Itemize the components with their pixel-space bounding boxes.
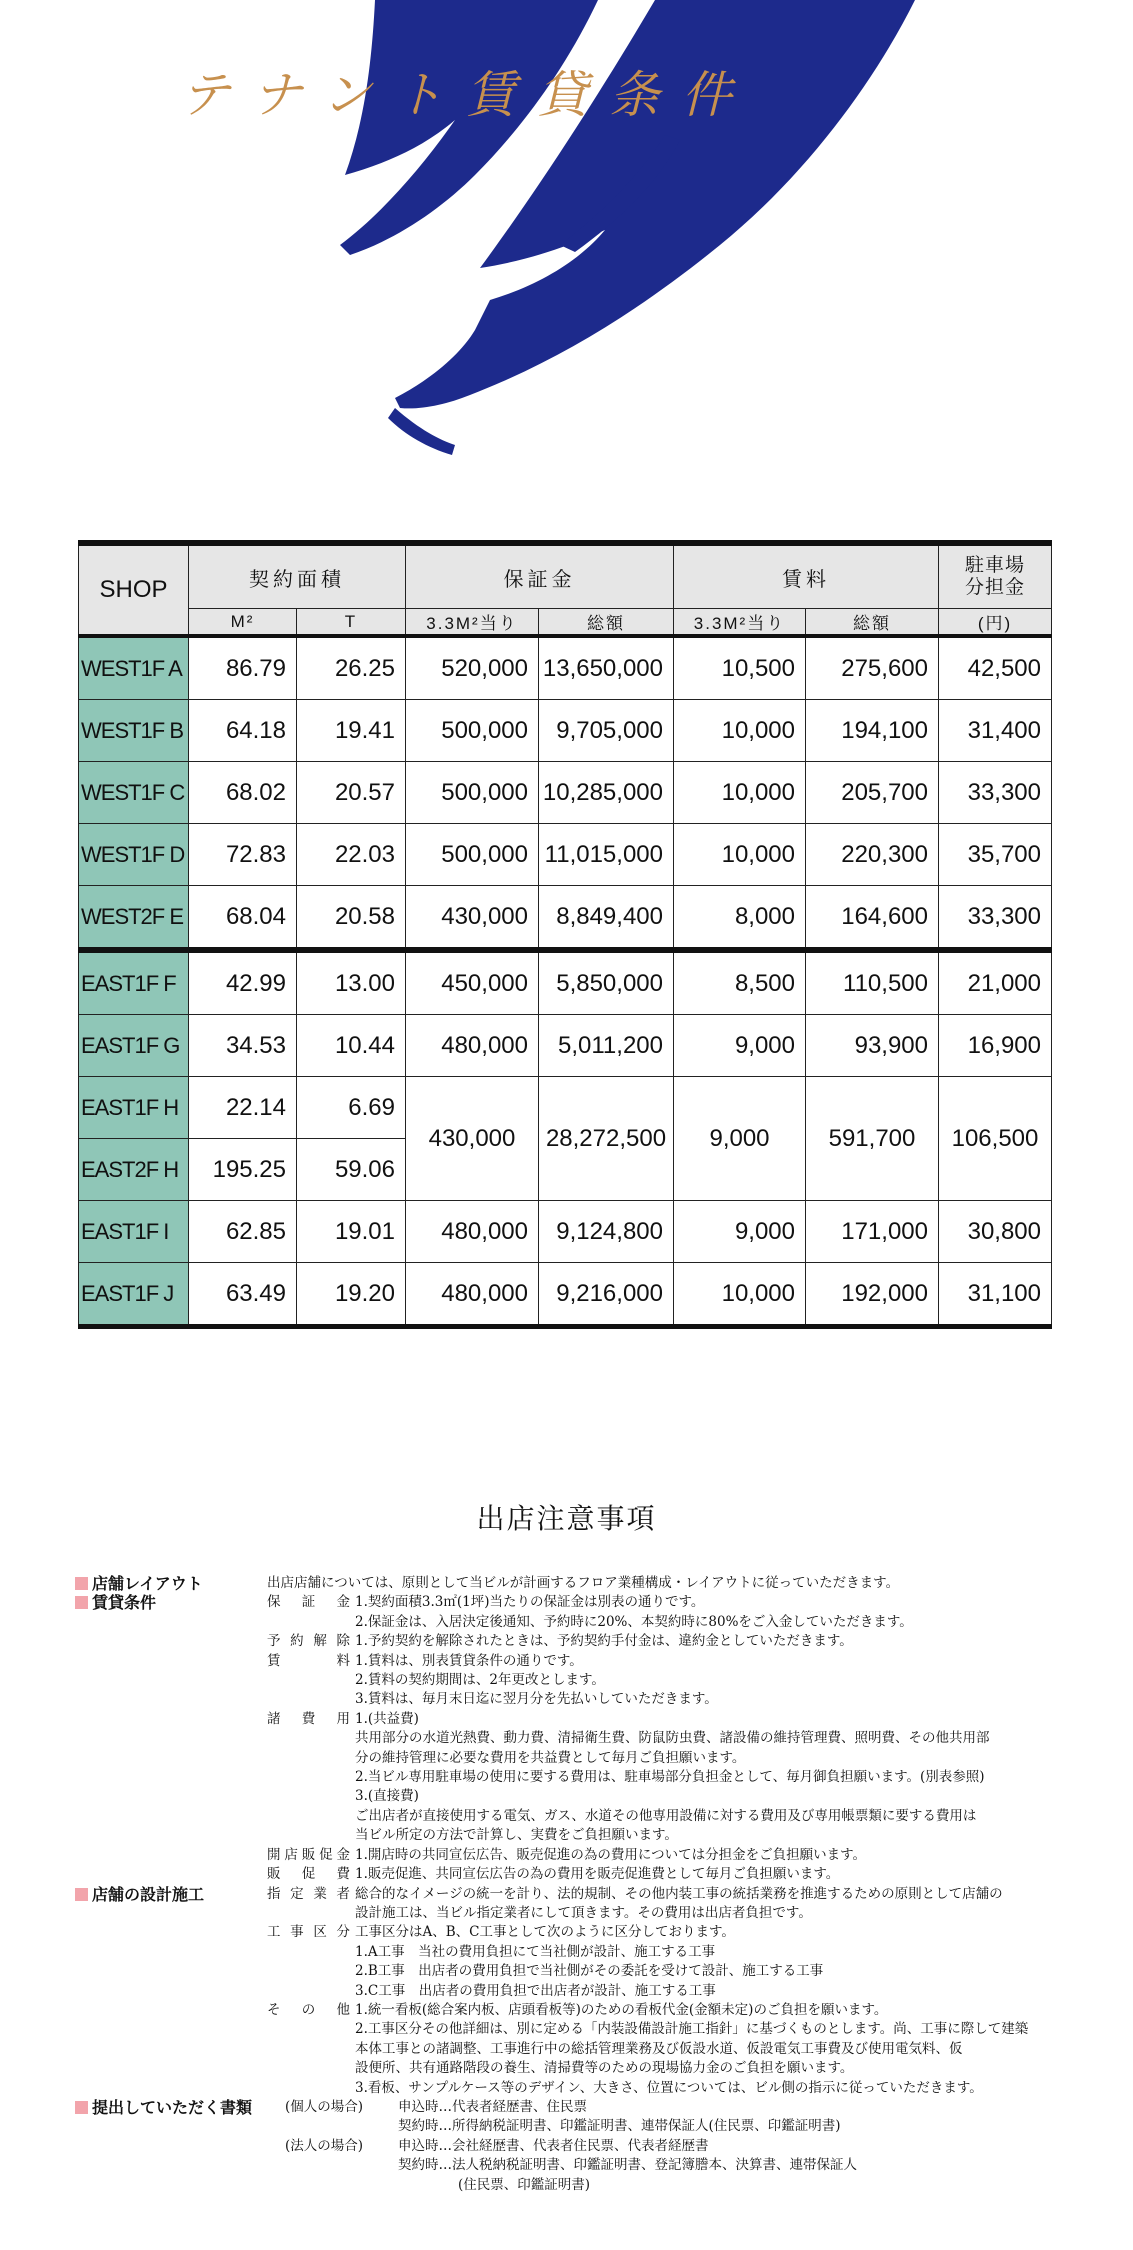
area-t-cell: 20.57	[297, 762, 406, 824]
item-label: 工事区分	[267, 1924, 350, 1941]
heading-text: 提出していただく書類	[92, 2097, 253, 2117]
note-line: 分の維持管理に必要な費用を共益費として毎月ご負担願います。	[355, 1749, 746, 1766]
area-m2-cell: 22.14	[189, 1077, 297, 1139]
section-heading	[75, 2098, 252, 2117]
item-label: 諸費用	[267, 1710, 350, 1727]
note-line: 契約時…法人税納税証明書、印鑑証明書、登記簿謄本、決算書、連帯保証人	[398, 2157, 857, 2174]
note-line: 本体工事との諸調整、工事進行中の総括管理業務及び仮設水道、仮設電気工事費及び使用電気料、仮	[355, 2040, 963, 2057]
section-lease-conditions	[75, 1593, 1075, 1884]
subheader-rent-per: 3.3M²当り	[674, 609, 806, 637]
area-t-cell: 13.00	[297, 950, 406, 1015]
rent-per-cell: 10,000	[674, 762, 806, 824]
page-title: テナント賃貸条件	[180, 66, 754, 124]
col-header-parking	[939, 543, 1052, 609]
deposit-per-cell: 500,000	[406, 824, 539, 886]
rent-conditions-table	[78, 540, 1052, 1329]
area-m2-cell: 64.18	[189, 700, 297, 762]
note-line: 当ビル所定の方法で計算し、実費をご負担願います。	[355, 1827, 678, 1844]
table-row	[79, 700, 1052, 762]
note-line: 出店店舗については、原則として当ビルが計画するフロア業種構成・レイアウトに従っていただきます。	[267, 1575, 900, 1591]
deposit-per-cell: 480,000	[406, 1015, 539, 1077]
note-line: 1.販売促進、共同宣伝広告の為の費用を販売促進費として毎月ご負担願います。	[355, 1866, 840, 1883]
deposit-per-cell: 430,000	[406, 886, 539, 951]
note-line: 1.契約面積3.3㎡(1坪)当たりの保証金は別表の通りです。	[355, 1594, 705, 1611]
note-line: 共用部分の水道光熱費、動力費、清掃衛生費、防鼠防虫費、諸設備の維持管理費、照明費、その他共用部	[355, 1730, 990, 1747]
parking-label-1: 駐車場	[964, 555, 1025, 576]
section-heading	[75, 1574, 203, 1593]
shop-cell: EAST1F H	[79, 1077, 189, 1139]
note-line: 2.B工事 出店者の費用負担で当社側がその委託を受けて設計、施工する工事	[355, 1963, 824, 1980]
parking-cell: 21,000	[939, 950, 1052, 1015]
rent-per-cell: 9,000	[674, 1015, 806, 1077]
note-line: 設便所、共有通路階段の養生、清掃費等のための現場協力金のご負担を願います。	[355, 2060, 854, 2077]
table-row	[79, 886, 1052, 951]
area-m2-cell: 86.79	[189, 636, 297, 700]
note-line: 1.開店時の共同宣伝広告、販売促進の為の費用については分担金をご負担願います。	[355, 1846, 867, 1863]
table-row	[79, 636, 1052, 700]
rent-per-cell: 10,000	[674, 824, 806, 886]
parking-label-2: 分担金	[964, 577, 1025, 598]
subheader-deposit-per: 3.3M²当り	[406, 609, 539, 637]
area-m2-cell: 72.83	[189, 824, 297, 886]
area-t-cell: 6.69	[297, 1077, 406, 1139]
area-t-cell: 19.41	[297, 700, 406, 762]
note-line: 1.(共益費)	[355, 1710, 419, 1727]
area-m2-cell: 68.02	[189, 762, 297, 824]
area-m2-cell: 63.49	[189, 1263, 297, 1327]
item-label: 指定業者	[267, 1885, 350, 1902]
area-t-cell: 19.01	[297, 1201, 406, 1263]
table-row	[79, 1077, 1052, 1139]
marker-square-icon	[75, 2101, 88, 2114]
shop-cell: EAST1F I	[79, 1201, 189, 1263]
section-store-layout	[75, 1574, 1075, 1593]
subheader-rent-total: 総額	[806, 609, 939, 637]
col-header-shop: SHOP	[79, 543, 189, 636]
note-line: 1.賃料は、別表賃貸条件の通りです。	[355, 1652, 583, 1669]
note-line: ご出店者が直接使用する電気、ガス、水道その他専用設備に対する費用及び専用帳票類に要する費用は	[355, 1807, 977, 1824]
table-row	[79, 762, 1052, 824]
subheader-deposit-total: 総額	[539, 609, 674, 637]
subheader-parking-unit: (円)	[939, 609, 1052, 637]
item-label: 保証金	[267, 1594, 350, 1611]
note-line: 2.工事区分その他詳細は、別に定める「内装設備設計施工指針」に基づくものとします。尚、工事に際して建築	[355, 2021, 1029, 2038]
rent-total-cell: 205,700	[806, 762, 939, 824]
item-label: 賃料	[267, 1652, 350, 1669]
rent-per-cell: 8,500	[674, 950, 806, 1015]
deposit-total-cell: 11,015,000	[539, 824, 674, 886]
rent-per-cell: 8,000	[674, 886, 806, 951]
shop-cell: EAST1F F	[79, 950, 189, 1015]
note-line: 2.保証金は、入居決定後通知、予約時に20%、本契約時に80%をご入金していただきます。	[355, 1613, 913, 1630]
col-header-rent: 賃料	[674, 543, 939, 609]
table-row	[79, 1263, 1052, 1327]
deposit-total-cell: 9,216,000	[539, 1263, 674, 1327]
area-t-cell: 19.20	[297, 1263, 406, 1327]
rent-total-cell: 591,700	[806, 1077, 939, 1201]
area-m2-cell: 42.99	[189, 950, 297, 1015]
area-m2-cell: 68.04	[189, 886, 297, 951]
parking-cell: 35,700	[939, 824, 1052, 886]
parking-cell: 33,300	[939, 762, 1052, 824]
deposit-total-cell: 13,650,000	[539, 636, 674, 700]
section-documents	[75, 2098, 1075, 2195]
shop-cell: EAST1F J	[79, 1263, 189, 1327]
subheader-area-t: T	[297, 609, 406, 637]
note-line: 工事区分はA、B、C工事として次のように区分しております。	[355, 1924, 735, 1941]
note-line: 設計施工は、当ビル指定業者にして頂きます。その費用は出店者負担です。	[355, 1904, 812, 1921]
table-row	[79, 1015, 1052, 1077]
shop-cell: WEST2F E	[79, 886, 189, 951]
deposit-per-cell: 480,000	[406, 1201, 539, 1263]
parking-cell: 31,400	[939, 700, 1052, 762]
deposit-total-cell: 28,272,500	[539, 1077, 674, 1201]
deposit-total-cell: 5,850,000	[539, 950, 674, 1015]
shop-cell: EAST2F H	[79, 1139, 189, 1201]
parking-cell: 30,800	[939, 1201, 1052, 1263]
rent-total-cell: 110,500	[806, 950, 939, 1015]
col-header-deposit: 保証金	[406, 543, 674, 609]
rent-total-cell: 93,900	[806, 1015, 939, 1077]
rent-total-cell: 171,000	[806, 1201, 939, 1263]
area-t-cell: 59.06	[297, 1139, 406, 1201]
rent-per-cell: 9,000	[674, 1201, 806, 1263]
note-line: 2.当ビル専用駐車場の使用に要する費用は、駐車場部分負担金として、毎月御負担願います。(別表参照)	[355, 1769, 985, 1786]
shop-cell: WEST1F C	[79, 762, 189, 824]
area-t-cell: 26.25	[297, 636, 406, 700]
rent-per-cell: 9,000	[674, 1077, 806, 1201]
parking-cell: 106,500	[939, 1077, 1052, 1201]
area-t-cell: 22.03	[297, 824, 406, 886]
table-row	[79, 824, 1052, 886]
section-heading	[75, 1885, 204, 1904]
deposit-total-cell: 9,705,000	[539, 700, 674, 762]
heading-text: 店舗レイアウト	[92, 1574, 203, 1593]
parking-cell: 33,300	[939, 886, 1052, 951]
item-label: 販促費	[267, 1866, 350, 1883]
deposit-per-cell: 500,000	[406, 762, 539, 824]
rent-total-cell: 164,600	[806, 886, 939, 951]
note-line: 3.(直接費)	[355, 1788, 419, 1805]
area-t-cell: 10.44	[297, 1015, 406, 1077]
rent-per-cell: 10,000	[674, 700, 806, 762]
note-line: 3.C工事 出店者の費用負担で出店者が設計、施工する工事	[355, 1982, 716, 1999]
section-heading	[75, 1593, 156, 1612]
shop-cell: WEST1F D	[79, 824, 189, 886]
note-line: (住民票、印鑑証明書)	[458, 2176, 591, 2193]
heading-text: 賃貸条件	[92, 1593, 157, 1613]
notes-section	[75, 1574, 1075, 2195]
rent-total-cell: 220,300	[806, 824, 939, 886]
area-m2-cell: 34.53	[189, 1015, 297, 1077]
area-m2-cell: 195.25	[189, 1139, 297, 1201]
note-line: 契約時…所得納税証明書、印鑑証明書、連帯保証人(住民票、印鑑証明書)	[398, 2118, 841, 2135]
subheader-area-m2: M²	[189, 609, 297, 637]
table-row	[79, 950, 1052, 1015]
marker-square-icon	[75, 1888, 88, 1901]
deposit-per-cell: 430,000	[406, 1077, 539, 1201]
marker-square-icon	[75, 1596, 88, 1609]
rent-per-cell: 10,000	[674, 1263, 806, 1327]
deposit-per-cell: 520,000	[406, 636, 539, 700]
item-label: (個人の場合)	[285, 2098, 364, 2115]
rent-total-cell: 275,600	[806, 636, 939, 700]
rent-total-cell: 194,100	[806, 700, 939, 762]
heading-text: 店舗の設計施工	[92, 1884, 205, 1904]
note-line: 1.予約契約を解除されたときは、予約契約手付金は、違約金としていただきます。	[355, 1633, 853, 1650]
rent-total-cell: 192,000	[806, 1263, 939, 1327]
area-m2-cell: 62.85	[189, 1201, 297, 1263]
parking-cell: 31,100	[939, 1263, 1052, 1327]
note-line: 1.A工事 当社の費用負担にて当社側が設計、施工する工事	[355, 1943, 716, 1960]
note-line: 総合的なイメージの統一を計り、法的規制、その他内装工事の統括業務を推進するための原則として店舗の	[355, 1885, 1003, 1902]
deposit-total-cell: 5,011,200	[539, 1015, 674, 1077]
parking-cell: 42,500	[939, 636, 1052, 700]
parking-cell: 16,900	[939, 1015, 1052, 1077]
item-label: 予約解除	[267, 1633, 350, 1650]
deposit-total-cell: 10,285,000	[539, 762, 674, 824]
table-row	[79, 1201, 1052, 1263]
section-design-construction	[75, 1885, 1075, 2098]
deposit-total-cell: 9,124,800	[539, 1201, 674, 1263]
shop-cell: WEST1F A	[79, 636, 189, 700]
marker-square-icon	[75, 1577, 88, 1590]
deposit-per-cell: 480,000	[406, 1263, 539, 1327]
deposit-per-cell: 500,000	[406, 700, 539, 762]
note-line: 1.統一看板(総合案内板、店頭看板等)のための看板代金(金額未定)のご負担を願います。	[355, 2001, 888, 2018]
note-line: 3.看板、サンプルケース等のデザイン、大きさ、位置については、ビル側の指示に従っていただきます。	[355, 2079, 983, 2096]
item-label: (法人の場合)	[285, 2137, 364, 2154]
item-label: その他	[267, 2001, 350, 2018]
note-line: 申込時…会社経歴書、代表者住民票、代表者経歴書	[398, 2137, 709, 2154]
note-line: 2.賃料の契約期間は、2年更改とします。	[355, 1672, 605, 1689]
deposit-per-cell: 450,000	[406, 950, 539, 1015]
note-line: 申込時…代表者経歴書、住民票	[398, 2098, 587, 2115]
area-t-cell: 20.58	[297, 886, 406, 951]
notes-title: 出店注意事項	[476, 1502, 657, 1535]
note-line: 3.賃料は、毎月末日迄に翌月分を先払いしていただきます。	[355, 1691, 718, 1708]
col-header-area: 契約面積	[189, 543, 406, 609]
shop-cell: EAST1F G	[79, 1015, 189, 1077]
rent-per-cell: 10,500	[674, 636, 806, 700]
deposit-total-cell: 8,849,400	[539, 886, 674, 951]
shop-cell: WEST1F B	[79, 700, 189, 762]
item-label: 開店販促金	[267, 1846, 350, 1863]
